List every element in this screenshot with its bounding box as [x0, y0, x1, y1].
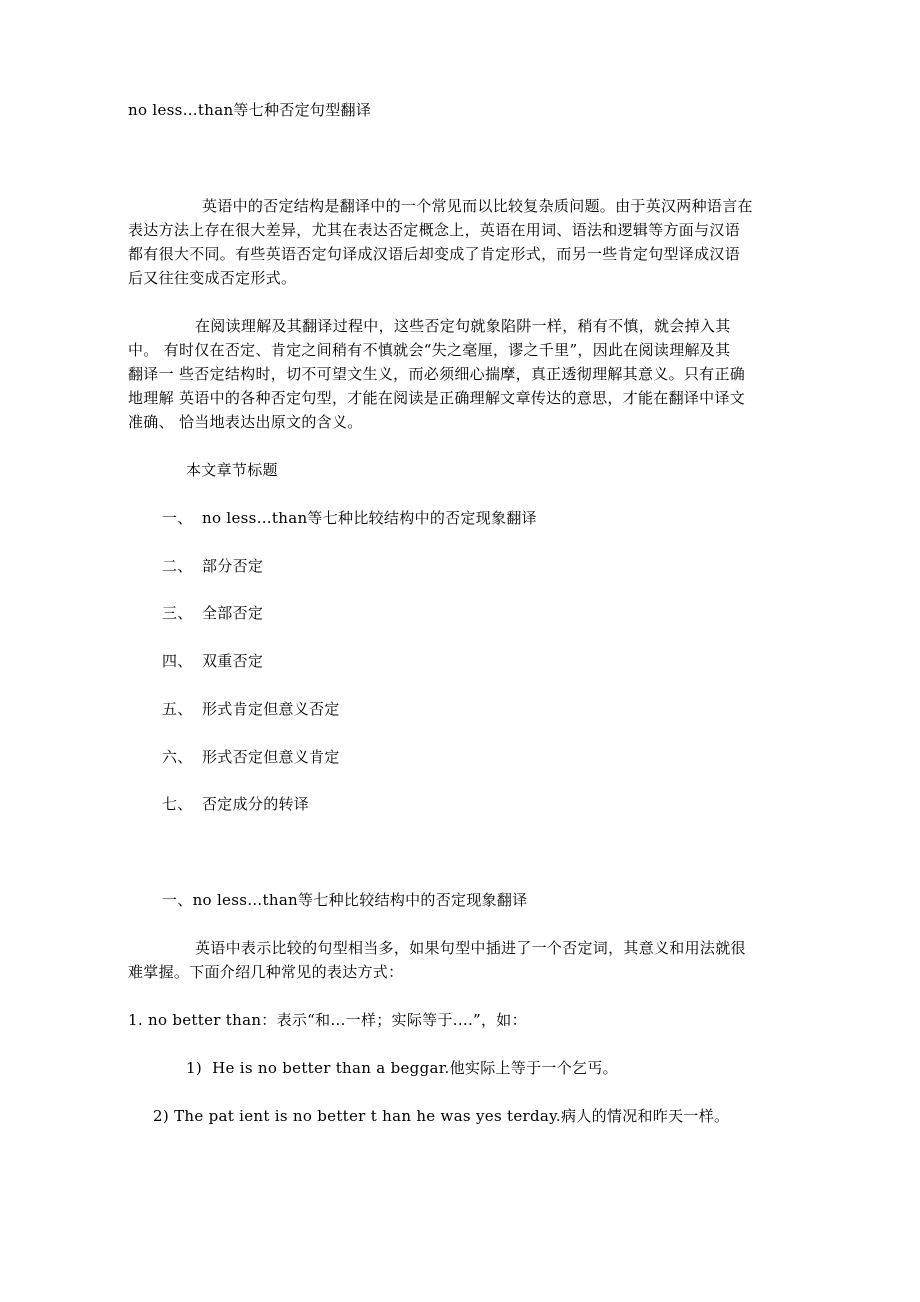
toc-item-label: 双重否定 — [202, 652, 264, 670]
paragraph-line: 中。 有时仅在否定、肯定之间稍有不慎就会“失之毫厘，谬之千里”，因此在阅读理解及其 — [128, 341, 731, 359]
toc-item-label: 全部否定 — [202, 604, 264, 622]
toc-item-number: 三、 — [162, 604, 193, 622]
toc-item-label: 形式否定但意义肯定 — [202, 748, 340, 766]
toc-item-label: no less…than等七种比较结构中的否定现象翻译 — [202, 509, 537, 527]
toc-item-number: 七、 — [162, 795, 193, 813]
paragraph-line: 英语中表示比较的句型相当多，如果句型中插进了一个否定词，其意义和用法就很 — [195, 939, 746, 957]
toc-item-number: 五、 — [162, 700, 193, 718]
paragraph-line: 英语中的否定结构是翻译中的一个常见而以比较复杂质问题。由于英汉两种语言在 — [202, 197, 753, 215]
example-sentence: 1) He is no better than a beggar.他实际上等于一个乞丐。 — [186, 1059, 618, 1077]
section-heading: 一、no less…than等七种比较结构中的否定现象翻译 — [162, 891, 528, 909]
toc-item-label: 部分否定 — [202, 557, 264, 575]
paragraph-line: 难掌握。下面介绍几种常见的表达方式： — [128, 963, 404, 981]
paragraph-line: 表达方法上存在很大差异，尤其在表达否定概念上，英语在用词、语法和逻辑等方面与汉语 — [128, 221, 741, 239]
document-title: no less…than等七种否定句型翻译 — [128, 101, 372, 119]
paragraph-line: 在阅读理解及其翻译过程中，这些否定句就象陷阱一样，稍有不慎，就会掉入其 — [195, 317, 731, 335]
toc-item-label: 形式肯定但意义否定 — [202, 700, 340, 718]
pattern-heading: 1. no better than：表示“和...一样；实际等于....”，如： — [128, 1011, 527, 1029]
paragraph-line: 准确、 恰当地表达出原文的含义。 — [128, 413, 363, 431]
toc-item-number: 二、 — [162, 557, 193, 575]
paragraph-line: 地理解 英语中的各种否定句型，才能在阅读是正确理解文章传达的意思，才能在翻译中译文 — [128, 389, 746, 407]
toc-item-number: 一、 — [162, 509, 193, 527]
example-sentence: 2) The pat ient is no better t han he was yes terday.病人的情况和昨天一样。 — [153, 1107, 730, 1125]
paragraph-line: 都有很大不同。有些英语否定句译成汉语后却变成了肯定形式，而另一些肯定句型译成汉语 — [128, 245, 741, 263]
paragraph-line: 后又往往变成否定形式。 — [128, 269, 297, 287]
paragraph-line: 翻译一 些否定结构时，切不可望文生义，而必须细心揣摩，真正透彻理解其意义。只有正确 — [128, 365, 746, 383]
toc-item-number: 六、 — [162, 748, 193, 766]
toc-item-label: 否定成分的转译 — [202, 795, 310, 813]
toc-item-number: 四、 — [162, 652, 193, 670]
toc-heading: 本文章节标题 — [186, 461, 278, 479]
